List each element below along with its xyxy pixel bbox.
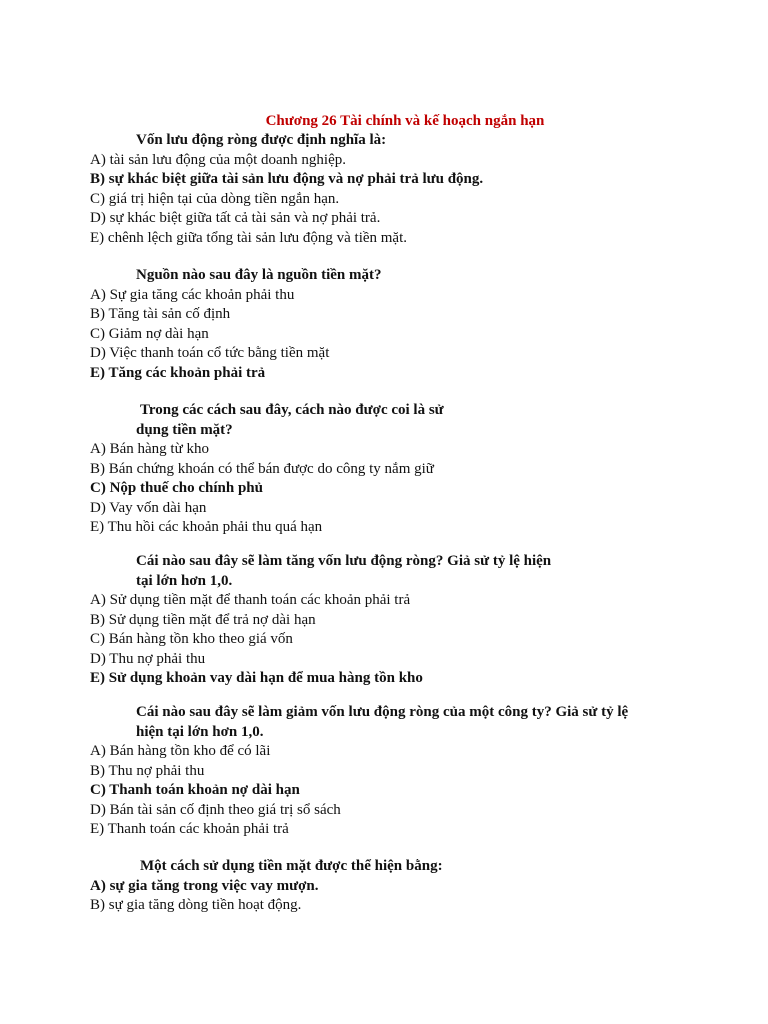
question-block-1: [90, 131, 710, 248]
answer-option-a: A) tài sản lưu động của một doanh nghiệp.: [90, 151, 346, 168]
answer-option-d: D) Vay vốn dài hạn: [90, 499, 207, 516]
question-block-2: [90, 266, 710, 383]
answer-option-c-correct: C) Thanh toán khoản nợ dài hạn: [90, 782, 300, 798]
question-text: Cái nào sau đây sẽ làm giảm vốn lưu động ròng của một công ty? Giả sử tỷ lệ: [136, 704, 629, 720]
answer-option-a: A) Bán hàng từ kho: [90, 441, 209, 457]
answer-option-d: D) sự khác biệt giữa tất cả tài sản và nợ phải trả.: [90, 210, 381, 226]
answer-option-b: B) sự gia tăng dòng tiền hoạt động.: [90, 897, 302, 913]
answer-option-d: D) Bán tài sản cố định theo giá trị sổ sách: [90, 801, 341, 818]
question-text: Vốn lưu động ròng được định nghĩa là:: [136, 132, 387, 148]
answer-option-c: C) Bán hàng tồn kho theo giá vốn: [90, 631, 293, 647]
question-text: Nguồn nào sau đây là nguồn tiền mặt?: [136, 267, 382, 283]
question-block-6: [90, 857, 710, 916]
answer-option-a: A) Sự gia tăng các khoản phải thu: [90, 286, 295, 303]
answer-option-e: E) Thu hồi các khoản phải thu quá hạn: [90, 519, 323, 535]
answer-option-d: D) Việc thanh toán cổ tức bằng tiền mặt: [90, 345, 330, 361]
answer-option-e-correct: E) Tăng các khoản phải trả: [90, 364, 266, 381]
question-block-3: [90, 401, 710, 538]
question-text: Cái nào sau đây sẽ làm tăng vốn lưu động ròng? Giả sử tỷ lệ hiện: [136, 553, 552, 569]
answer-option-d: D) Thu nợ phải thu: [90, 650, 206, 667]
question-text: Một cách sử dụng tiền mặt được thể hiện bằng:: [140, 858, 443, 874]
answer-option-b: B) Bán chứng khoán có thể bán được do công ty nắm giữ: [90, 460, 434, 477]
answer-option-e-correct: E) Sử dụng khoản vay dài hạn để mua hàng tồn kho: [90, 670, 423, 686]
answer-option-b-correct: B) sự khác biệt giữa tài sản lưu động và nợ phải trả lưu động.: [90, 171, 484, 187]
answer-option-a: A) Sử dụng tiền mặt để thanh toán các khoản phải trả: [90, 592, 411, 608]
answer-option-b: B) Tăng tài sản cố định: [90, 306, 231, 322]
chapter-title: Chương 26 Tài chính và kế hoạch ngắn hạn: [265, 113, 545, 129]
answer-option-b: B) Sử dụng tiền mặt để trả nợ dài hạn: [90, 611, 316, 628]
question-text: Trong các cách sau đây, cách nào được coi là sử: [140, 402, 444, 418]
question-block-5: [90, 703, 710, 840]
question-text-continued: hiện tại lớn hơn 1,0.: [136, 723, 264, 740]
answer-option-c: C) giá trị hiện tại của dòng tiền ngắn hạn.: [90, 190, 340, 207]
answer-option-e: E) Thanh toán các khoản phải trả: [90, 821, 289, 837]
question-text-continued: dụng tiền mặt?: [136, 421, 233, 438]
answer-option-c-correct: C) Nộp thuế cho chính phủ: [90, 480, 263, 496]
question-text-continued: tại lớn hơn 1,0.: [136, 572, 233, 589]
answer-option-b: B) Thu nợ phải thu: [90, 762, 205, 779]
question-block-4: [90, 552, 710, 689]
answer-option-c: C) Giảm nợ dài hạn: [90, 325, 209, 342]
answer-option-a: A) Bán hàng tồn kho để có lãi: [90, 743, 271, 759]
answer-option-e: E) chênh lệch giữa tổng tài sản lưu động và tiền mặt.: [90, 229, 408, 246]
answer-option-a-correct: A) sự gia tăng trong việc vay mượn.: [90, 877, 319, 894]
